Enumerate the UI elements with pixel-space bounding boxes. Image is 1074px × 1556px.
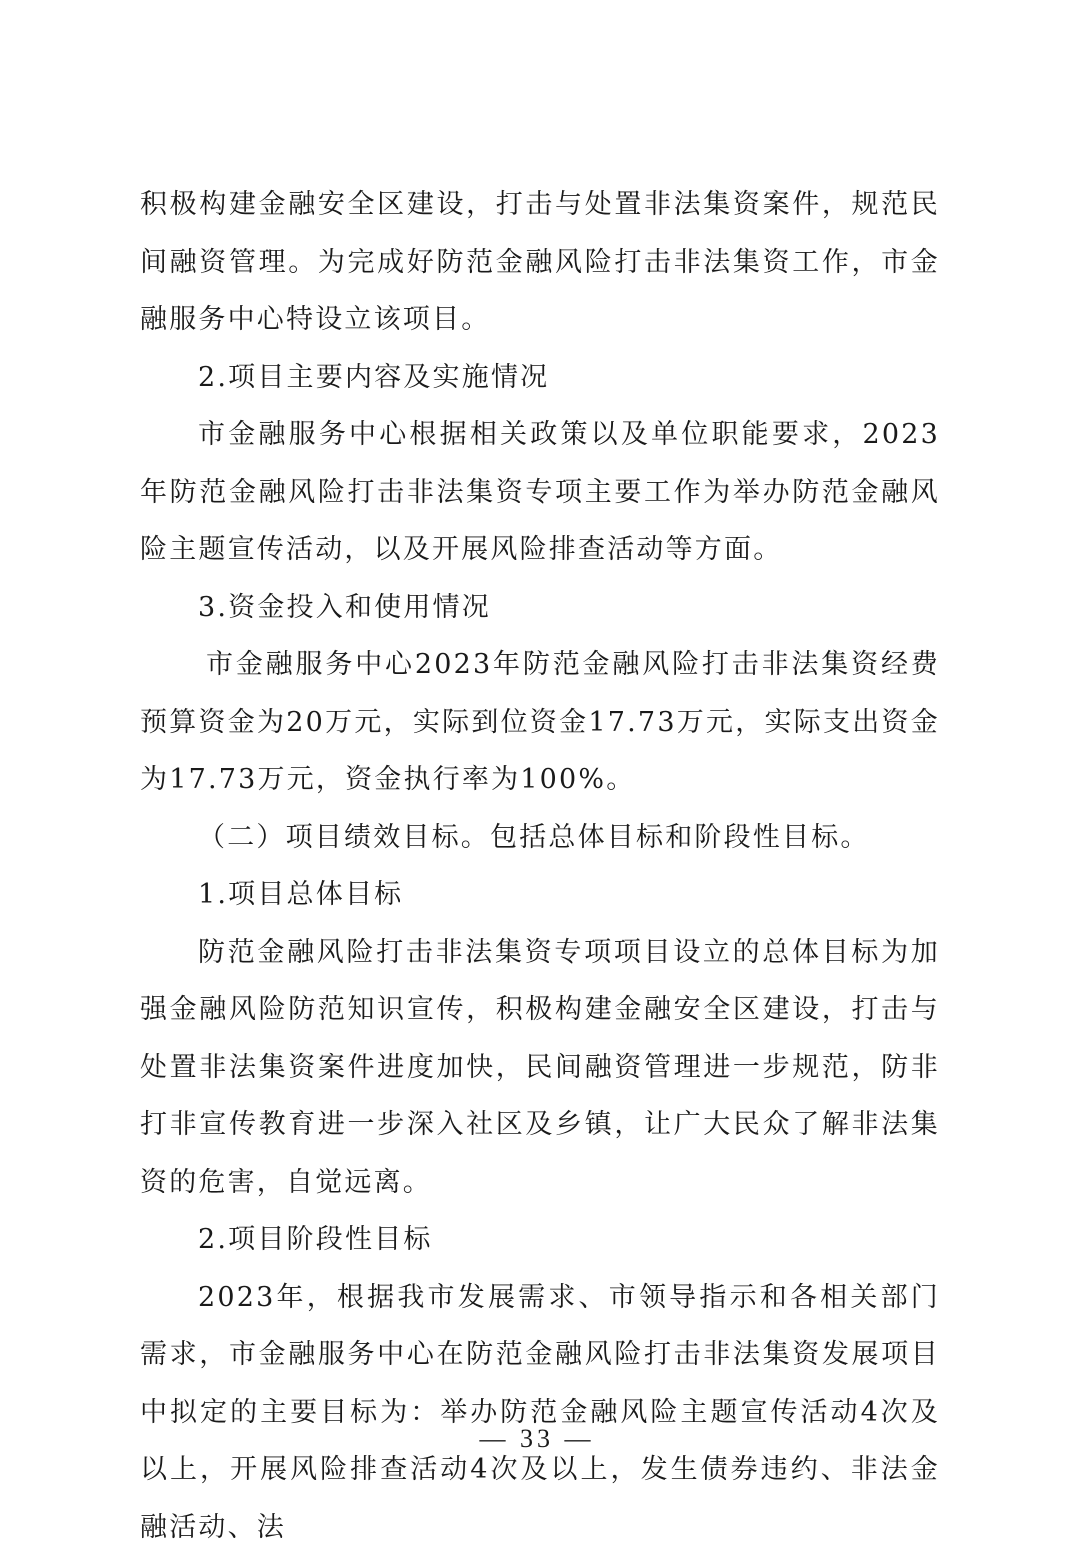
paragraph-main-content: 市金融服务中心根据相关政策以及单位职能要求，2023年防范金融风险打击非法集资专项主要工作为举办防范金融风险主题宣传活动，以及开展风险排查活动等方面。 [140,406,940,579]
paragraph-background-continued: 积极构建金融安全区建设，打击与处置非法集资案件，规范民间融资管理。为完成好防范金融风险打击非法集资工作，市金融服务中心特设立该项目。 [140,176,940,349]
heading-performance-goals: （二）项目绩效目标。包括总体目标和阶段性目标。 [140,809,940,867]
paragraph-stage-goal: 2023年，根据我市发展需求、市领导指示和各相关部门需求，市金融服务中心在防范金融风险打击非法集资发展项目中拟定的主要目标为：举办防范金融风险主题宣传活动4次及以上，开展风险排查活动4次及以上，发生债券违约、非法金融活动、法 [140,1269,940,1556]
heading-stage-goal: 2.项目阶段性目标 [140,1211,940,1269]
paragraph-funding: 市金融服务中心2023年防范金融风险打击非法集资经费预算资金为20万元，实际到位资金17.73万元，实际支出资金为17.73万元，资金执行率为100%。 [140,636,940,809]
page-number: — 33 — [0,1424,1074,1454]
document-body [140,176,940,1556]
heading-main-content: 2.项目主要内容及实施情况 [140,349,940,407]
paragraph-overall-goal: 防范金融风险打击非法集资专项项目设立的总体目标为加强金融风险防范知识宣传，积极构建金融安全区建设，打击与处置非法集资案件进度加快，民间融资管理进一步规范，防非打非宣传教育进一步深入社区及乡镇，让广大民众了解非法集资的危害，自觉远离。 [140,924,940,1212]
heading-funding: 3.资金投入和使用情况 [140,579,940,637]
heading-overall-goal: 1.项目总体目标 [140,866,940,924]
